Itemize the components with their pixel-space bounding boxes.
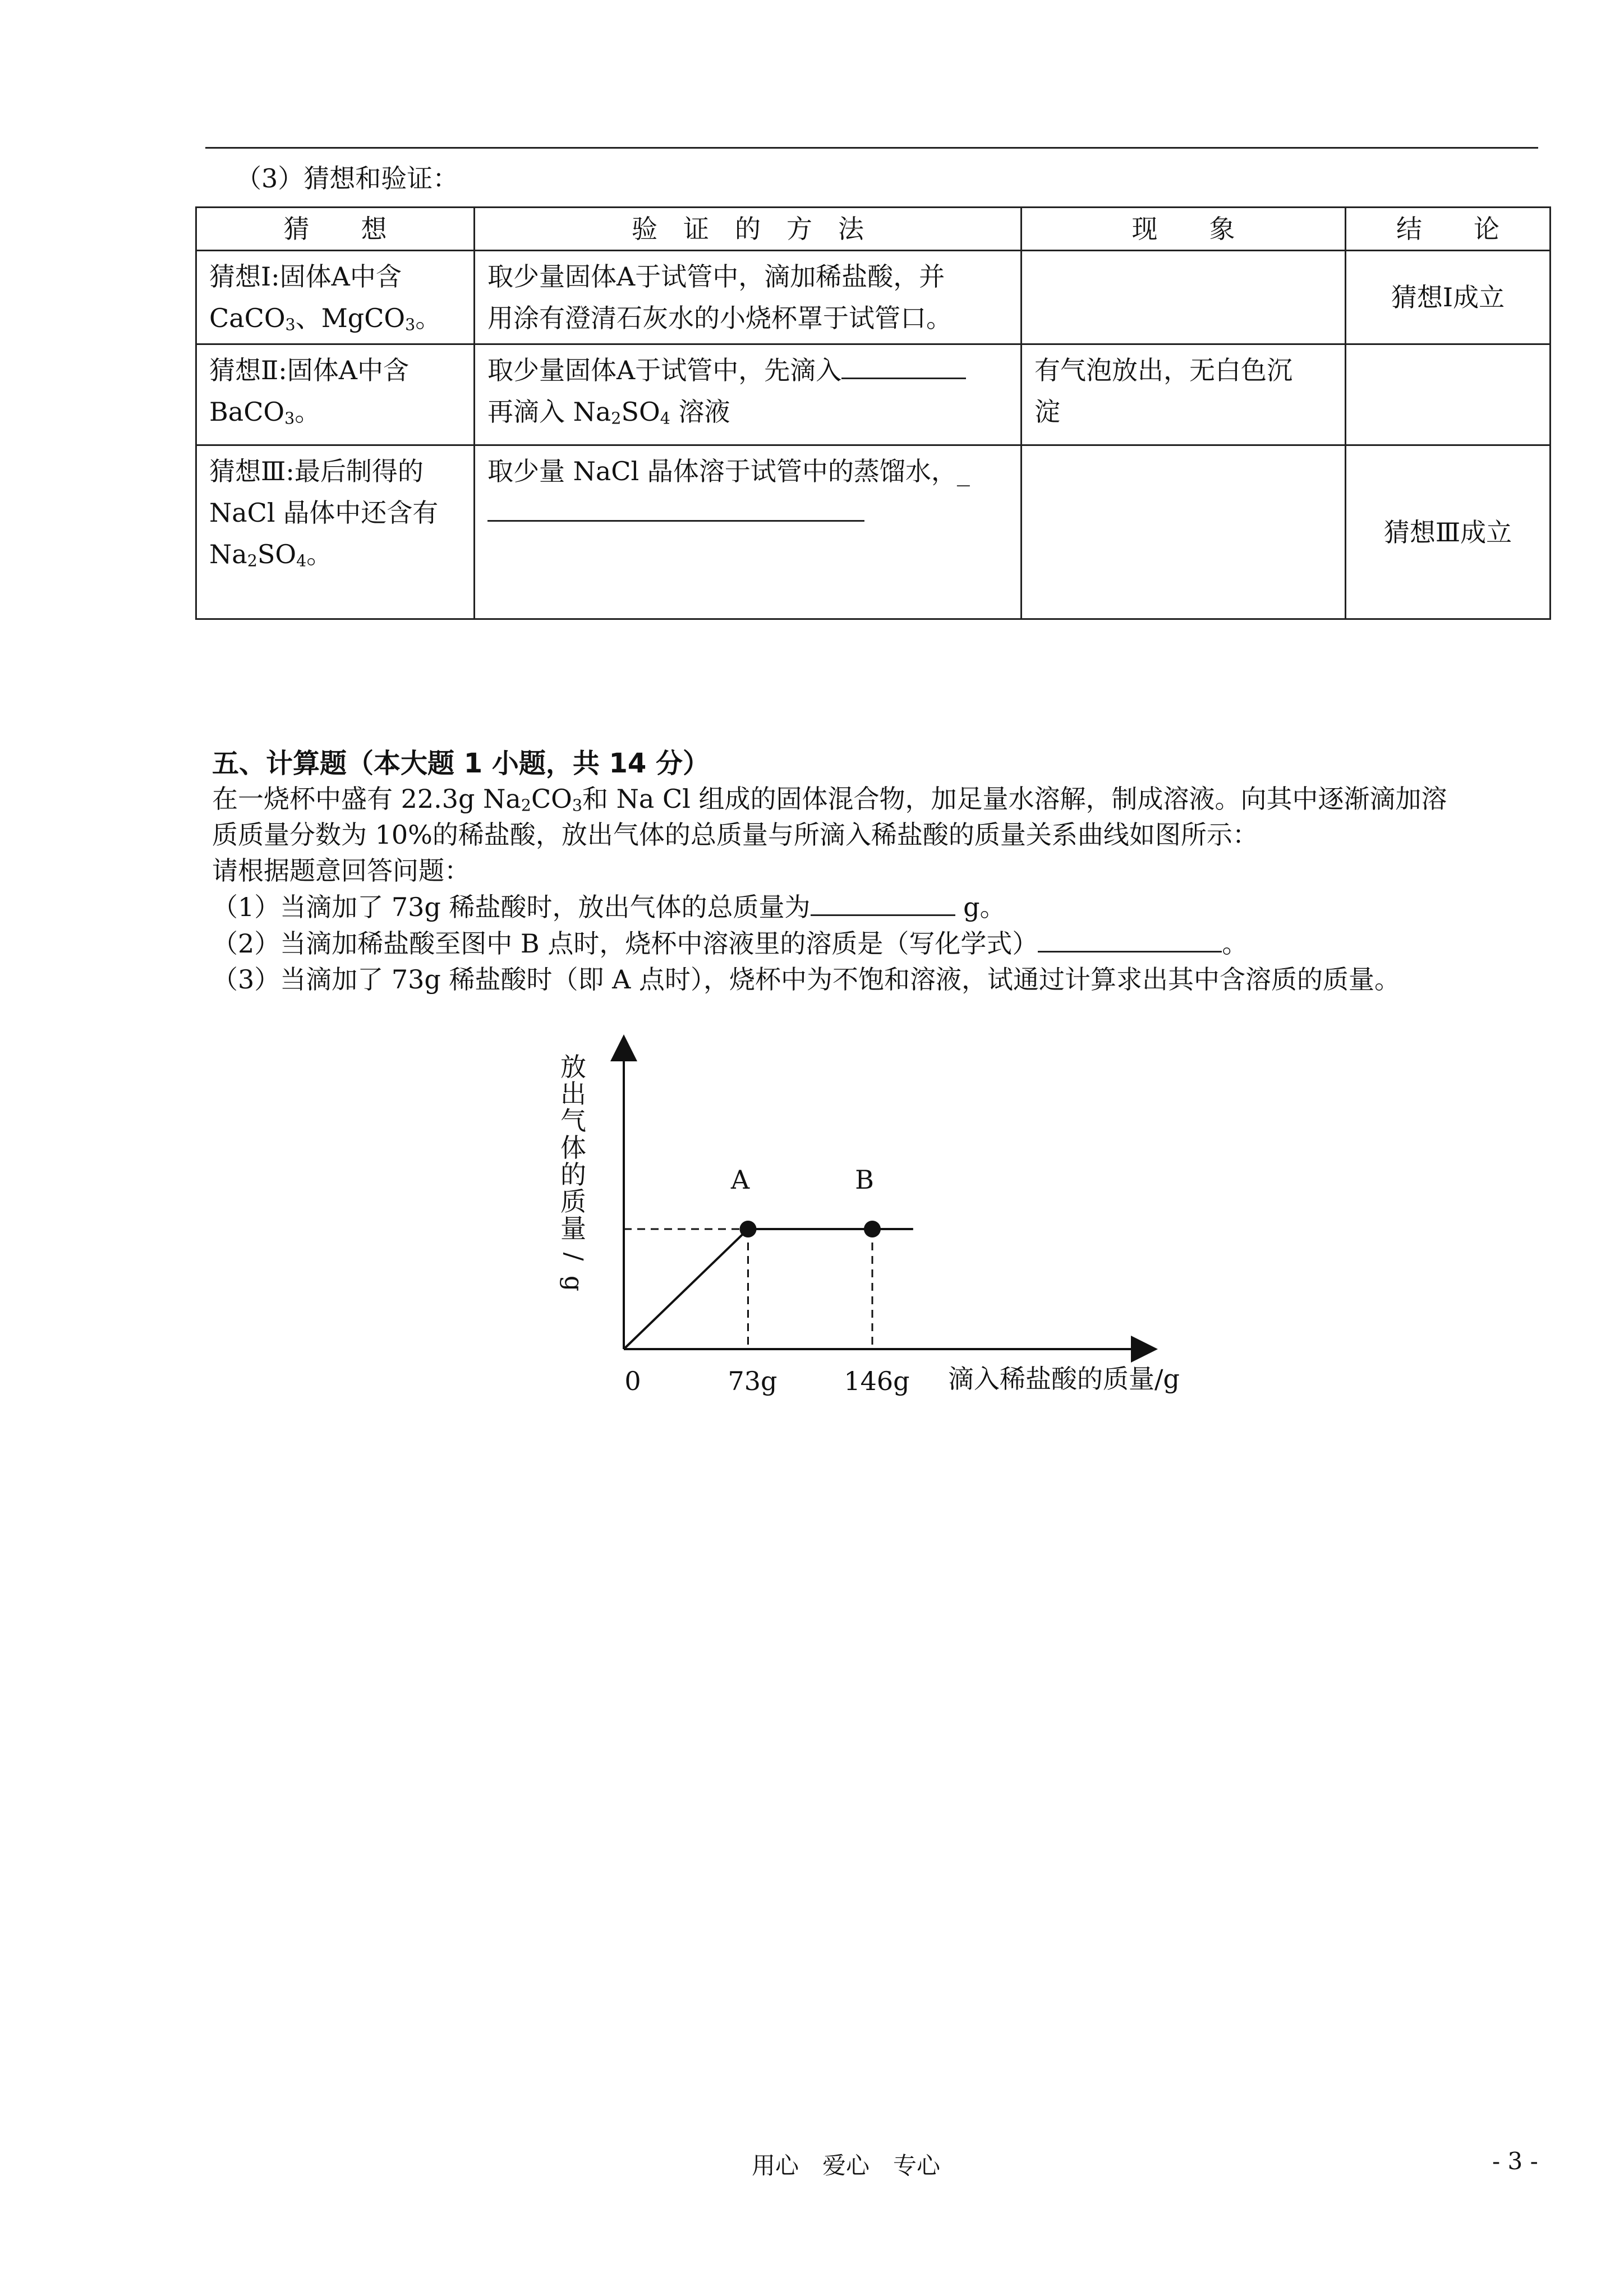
row2-guess-line2: BaCO$_3$。 — [209, 397, 321, 428]
section3-heading: （3）猜想和验证： — [236, 163, 459, 194]
question-3: （3）当滴加了 73g 稀盐酸时（即 A 点时），烧杯中为不饱和溶液，试通过计算求出其中含溶质的质量。 — [212, 964, 1400, 995]
y-axis-label-char: 放 — [560, 1052, 586, 1082]
calc-heading: 五、计算题（本大题 1 小题，共 14 分） — [212, 748, 710, 779]
header-method: 验 证 的 方 法 — [475, 208, 1022, 251]
x-tick-label: 146g — [844, 1366, 910, 1396]
y-axis-label-char: 体 — [560, 1133, 586, 1163]
header-conclusion: 结 论 — [1346, 208, 1551, 251]
row2-phenomenon-line2: 淀 — [1034, 397, 1060, 427]
footer-slogan: 用心 爱心 专心 — [752, 2152, 941, 2179]
y-axis-label-char: / — [559, 1252, 588, 1261]
header-phenomenon: 现 象 — [1022, 208, 1346, 251]
row2-phenomenon-line1: 有气泡放出，无白色沉 — [1034, 355, 1292, 385]
row3-method-line1: 取少量 NaCl 晶体溶于试管中的蒸馏水，_ — [487, 456, 970, 486]
row2-guess-line1: 猜想Ⅱ:固体A中含 — [209, 355, 409, 385]
y-axis-label-char: 气 — [560, 1106, 586, 1136]
question-2: （2）当滴加稀盐酸至图中 B 点时，烧杯中溶液里的溶质是（写化学式） 。 — [212, 925, 1558, 961]
origin-label: 0 — [624, 1366, 641, 1396]
x-axis-label: 滴入稀盐酸的质量/g — [948, 1364, 1180, 1394]
calc-intro-line2: 质质量分数为 10%的稀盐酸，放出气体的总质量与所滴入稀盐酸的质量关系曲线如图所示： — [212, 820, 1258, 850]
row3-guess-line1: 猜想Ⅲ:最后制得的 — [209, 456, 424, 486]
y-axis-label-char: 量 — [560, 1213, 586, 1244]
row1-conclusion: 猜想Ⅰ成立 — [1346, 251, 1551, 344]
point-label-a: A — [730, 1165, 750, 1195]
row1-method-line2: 用涂有澄清石灰水的小烧杯罩于试管口。 — [487, 303, 952, 333]
page-number: - 3 - — [1492, 2147, 1538, 2175]
row3-guess-line2: NaCl 晶体中还含有 — [209, 498, 439, 528]
row3-conclusion: 猜想Ⅲ成立 — [1346, 445, 1551, 619]
y-axis-label-char: 的 — [560, 1159, 586, 1190]
data-point-b — [864, 1221, 881, 1237]
series-line — [624, 1229, 913, 1349]
question-1: （1）当滴加了 73g 稀盐酸时，放出气体的总质量为 g。 — [212, 889, 1558, 925]
header-guess: 猜 想 — [196, 208, 475, 251]
y-axis-label-char: 出 — [560, 1079, 586, 1109]
row1-method-line1: 取少量固体A于试管中，滴加稀盐酸，并 — [487, 261, 945, 292]
row3-guess-line3: $Na_2SO_4$。 — [209, 539, 333, 570]
calc-intro-line1: 在一烧杯中盛有 22.3g $Na_2CO_3$和 Na Cl 组成的固体混合物，加足量水溶解，制成溶液。向其中逐渐滴加溶 — [212, 784, 1447, 815]
y-axis-label-char: 质 — [560, 1186, 586, 1217]
point-label-b: B — [855, 1165, 874, 1195]
row2-method-line1: 取少量固体A于试管中，先滴入 — [487, 349, 1008, 391]
x-tick-label: 73g — [728, 1366, 778, 1396]
y-axis-label-char: g — [559, 1275, 588, 1292]
calc-intro-line3: 请根据题意回答问题： — [212, 855, 470, 886]
row1-guess-line1: 猜想Ⅰ:固体A中含 — [209, 261, 402, 292]
row2-method-line2: 再滴入 $Na_2SO_4$ 溶液 — [487, 397, 730, 428]
row1-guess-line2: CaCO$_3$、MgCO$_3$。 — [209, 303, 441, 334]
data-point-a — [740, 1221, 757, 1237]
